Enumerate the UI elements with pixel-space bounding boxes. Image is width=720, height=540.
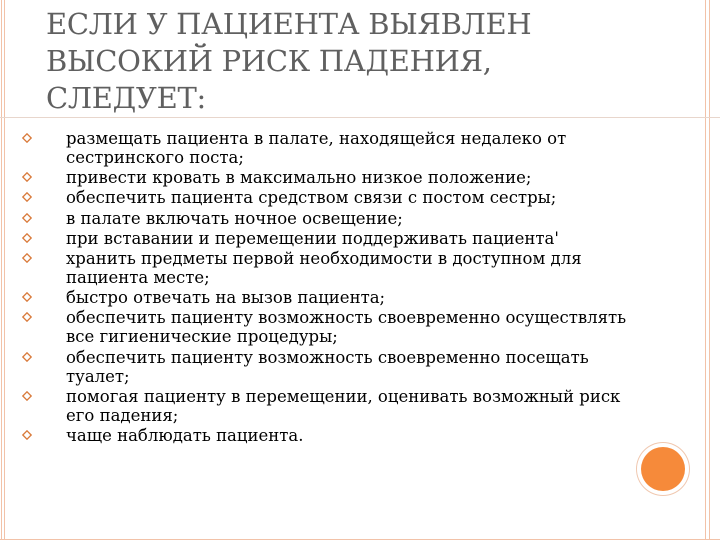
decorative-orange-circle	[641, 447, 685, 491]
hollow-diamond-bullet-icon	[22, 213, 32, 223]
hollow-diamond-bullet-icon	[22, 172, 32, 182]
bullet-text: размещать пациента в палате, находящейся недалеко от сестринского поста;	[66, 129, 567, 167]
hollow-diamond-bullet-icon	[22, 192, 32, 202]
bullet-item	[22, 426, 632, 445]
bullet-text: хранить предметы первой необходимости в доступном для пациента месте;	[66, 248, 582, 287]
hollow-diamond-bullet-icon	[22, 391, 32, 401]
bullet-list	[22, 129, 632, 446]
frame-line-left-inner	[4, 0, 5, 540]
bullet-text: обеспечить пациенту возможность своевременно посещать туалет;	[66, 347, 589, 386]
bullet-text: помогая пациенту в перемещении, оценивать возможный риск его падения;	[66, 386, 621, 425]
bullet-item	[22, 308, 632, 346]
bullet-text: обеспечить пациента средством связи с постом сестры;	[66, 188, 557, 208]
bullet-item	[22, 188, 632, 207]
hollow-diamond-bullet-icon	[22, 133, 32, 143]
frame-line-right-outer	[709, 0, 710, 540]
bullet-item	[22, 348, 632, 386]
slide-title: ЕСЛИ У ПАЦИЕНТА ВЫЯВЛЕН ВЫСОКИЙ РИСК ПАДЕНИЯ, СЛЕДУЕТ:	[46, 7, 532, 115]
bullet-item	[22, 249, 632, 287]
bullet-item	[22, 229, 632, 248]
bullet-item	[22, 209, 632, 228]
bullet-item	[22, 168, 632, 187]
hollow-diamond-bullet-icon	[22, 430, 32, 440]
bullet-item	[22, 387, 632, 425]
bullet-text: чаще наблюдать пациента.	[66, 425, 304, 445]
bullet-text: привести кровать в максимально низкое положение;	[66, 168, 532, 188]
hollow-diamond-bullet-icon	[22, 352, 32, 362]
bullet-text: обеспечить пациенту возможность своевременно осуществлять все гигиенические процедуры;	[66, 308, 627, 347]
frame-line-left-outer	[1, 0, 2, 540]
bullet-text: при вставании и перемещении поддерживать пациента'	[66, 228, 559, 248]
bullet-item	[22, 129, 632, 167]
hollow-diamond-bullet-icon	[22, 292, 32, 302]
bullet-text: быстро отвечать на вызов пациента;	[66, 288, 386, 308]
title-separator	[0, 117, 720, 118]
hollow-diamond-bullet-icon	[22, 233, 32, 243]
hollow-diamond-bullet-icon	[22, 253, 32, 263]
frame-line-right-inner	[705, 0, 706, 540]
bullet-text: в палате включать ночное освещение;	[66, 208, 403, 228]
bullet-item	[22, 288, 632, 307]
hollow-diamond-bullet-icon	[22, 312, 32, 322]
